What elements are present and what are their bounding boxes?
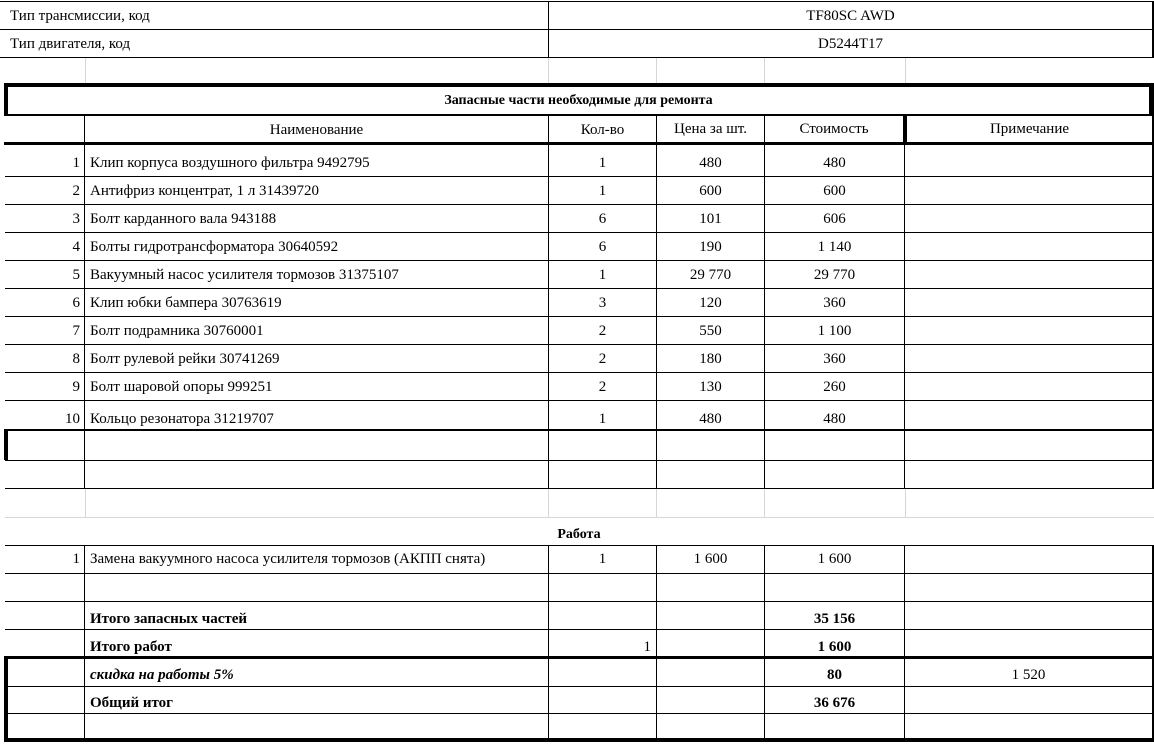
part-price: 120 [699,295,722,311]
part-qty: 3 [598,295,607,311]
part-qty: 1 [598,183,607,199]
total-parts-value: 35 156 [813,611,856,627]
row-number: 7 [72,323,80,339]
row-number: 5 [72,267,80,283]
row-number: 1 [72,551,80,567]
part-name: Вакуумный насос усилителя тормозов 31375107 [90,267,399,283]
part-cost: 1 140 [817,239,852,255]
part-cost: 29 770 [813,267,856,283]
part-price: 480 [699,155,722,171]
part-name: Болт карданного вала 943188 [90,211,277,227]
part-price: 101 [699,211,722,227]
part-cost: 606 [823,211,846,227]
discount-value: 80 [827,667,842,683]
part-cost: 360 [823,351,846,367]
part-name: Клип юбки бампера 30763619 [90,295,282,311]
part-qty: 6 [598,211,607,227]
row-number: 9 [72,379,80,395]
part-price: 550 [699,323,722,339]
row-number: 10 [65,411,80,427]
part-qty: 1 [598,267,607,283]
part-name: Болт рулевой рейки 30741269 [90,351,280,367]
work-name: Замена вакуумного насоса усилителя тормозов (АКПП снята) [90,551,486,567]
part-cost: 480 [823,155,846,171]
total-parts-label: Итого запасных частей [90,611,248,627]
discount-note: 1 520 [1011,667,1046,683]
part-qty: 2 [598,351,607,367]
grand-total-label: Общий итог [90,695,173,711]
transmission-value: TF80SC AWD [806,8,895,24]
part-cost: 260 [823,379,846,395]
total-work-label: Итого работ [90,639,172,655]
column-header-qty: Кол-во [580,122,625,138]
row-number: 8 [72,351,80,367]
part-price: 180 [699,351,722,367]
parts-section-title: Запасные части необходимые для ремонта [444,93,713,108]
part-name: Клип корпуса воздушного фильтра 9492795 [90,155,370,171]
row-number: 1 [72,155,80,171]
part-cost: 360 [823,295,846,311]
engine-value: D5244T17 [818,36,883,52]
part-price: 29 770 [689,267,732,283]
part-price: 130 [699,379,722,395]
work-cost: 1 600 [817,551,852,567]
row-number: 4 [72,239,80,255]
part-price: 190 [699,239,722,255]
part-name: Болт подрамника 30760001 [90,323,264,339]
discount-label: скидка на работы 5% [90,667,234,683]
part-qty: 1 [598,411,607,427]
total-work-qty: 1 [643,639,651,655]
part-cost: 480 [823,411,846,427]
row-number: 6 [72,295,80,311]
part-name: Антифриз концентрат, 1 л 31439720 [90,183,320,199]
part-cost: 1 100 [817,323,852,339]
part-qty: 2 [598,323,607,339]
transmission-label: Тип трансмиссии, код [10,8,150,24]
column-header-price: Цена за шт. [674,121,747,137]
total-work-value: 1 600 [817,639,852,655]
column-header-name: Наименование [269,122,364,138]
part-name: Болт шаровой опоры 999251 [90,379,273,395]
part-cost: 600 [823,183,846,199]
work-qty: 1 [598,551,607,567]
part-qty: 2 [598,379,607,395]
part-price: 600 [699,183,722,199]
part-qty: 1 [598,155,607,171]
row-number: 2 [72,183,80,199]
row-number: 3 [72,211,80,227]
part-price: 480 [699,411,722,427]
work-price: 1 600 [693,551,728,567]
part-qty: 6 [598,239,607,255]
work-section-title: Работа [557,527,601,542]
column-header-cost: Стоимость [799,121,869,137]
engine-label: Тип двигателя, код [10,36,131,52]
part-name: Кольцо резонатора 31219707 [90,411,274,427]
grand-total-value: 36 676 [813,695,856,711]
part-name: Болты гидротрансформатора 30640592 [90,239,339,255]
column-header-note: Примечание [989,121,1070,137]
